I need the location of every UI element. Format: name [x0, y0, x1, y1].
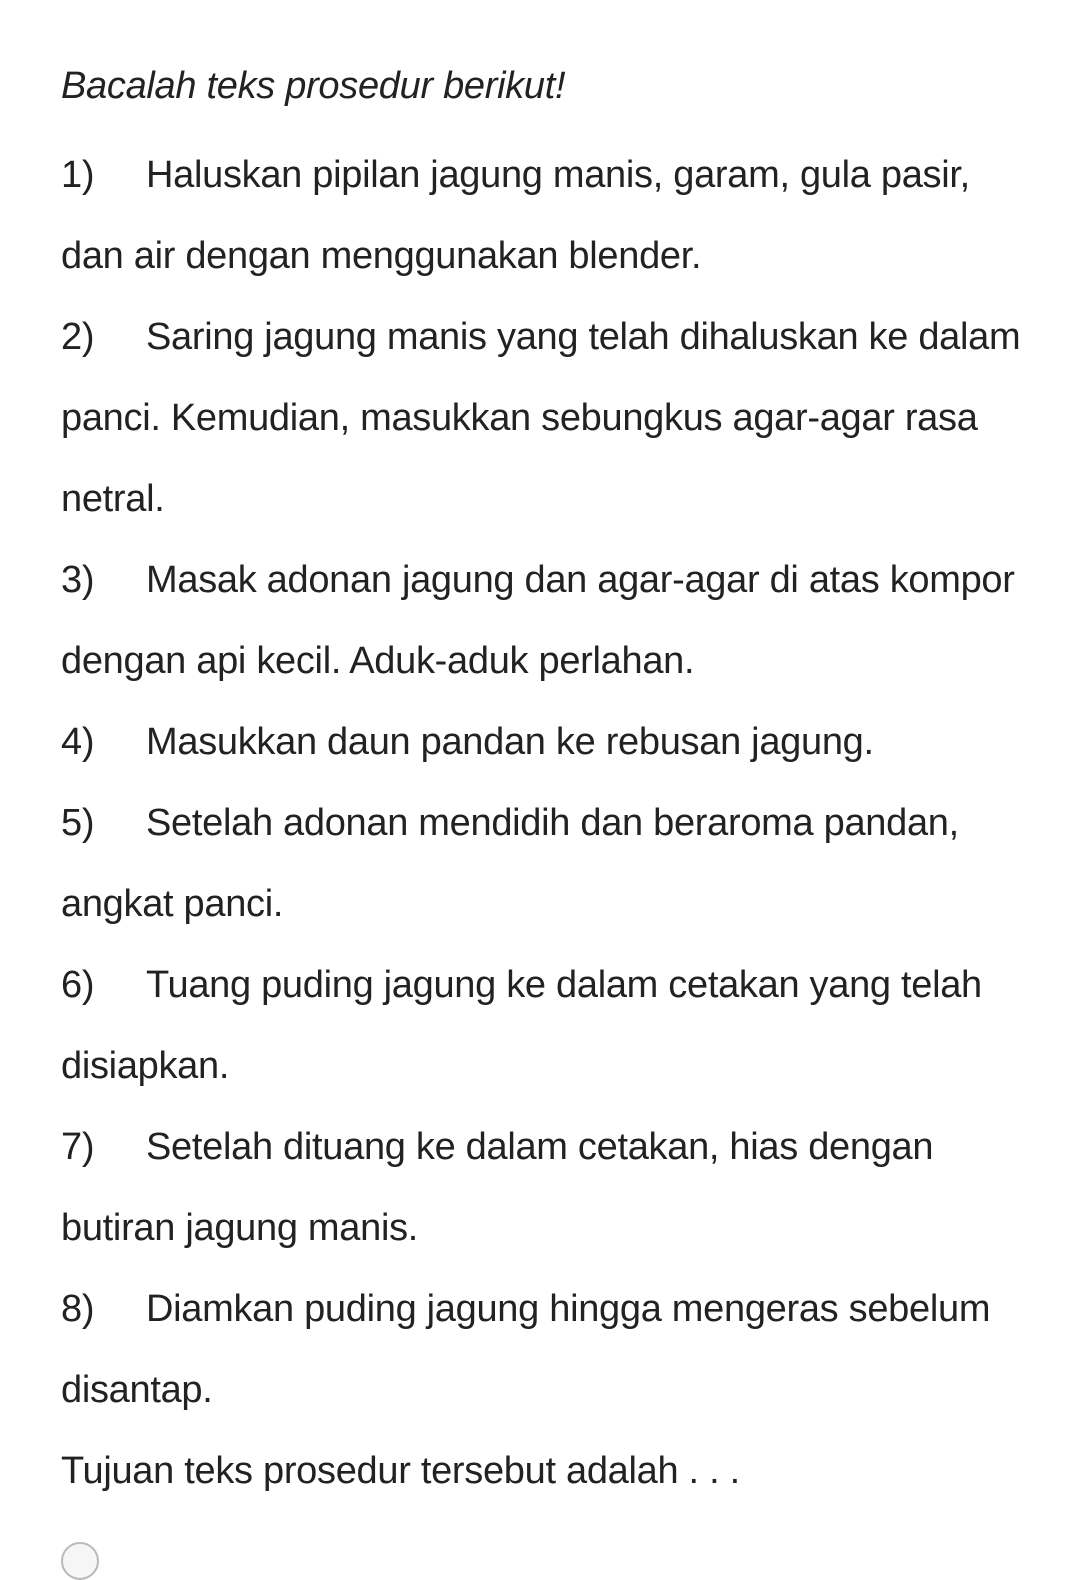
step-text: Setelah dituang ke dalam cetakan, hias dengan butiran jagung manis.	[61, 1126, 934, 1249]
step-item	[61, 1269, 1021, 1431]
step-number: 3)	[61, 559, 95, 601]
step-text: Haluskan pipilan jagung manis, garam, gula pasir, dan air dengan menggunakan blender.	[61, 154, 970, 277]
step-item	[61, 540, 1021, 702]
document-content	[61, 54, 1021, 1512]
step-item	[61, 945, 1021, 1107]
answer-option[interactable]	[61, 1542, 1021, 1580]
step-number: 2)	[61, 316, 95, 358]
instruction-text: Bacalah teks prosedur berikut!	[61, 65, 566, 107]
step-number: 4)	[61, 721, 95, 763]
step-item	[61, 783, 1021, 945]
step-number: 6)	[61, 964, 95, 1006]
step-item	[61, 135, 1021, 297]
step-item	[61, 702, 1021, 783]
step-text: Tuang puding jagung ke dalam cetakan yang telah disiapkan.	[61, 964, 982, 1087]
procedure-steps	[61, 135, 1021, 1431]
step-number: 8)	[61, 1288, 95, 1330]
step-text: Saring jagung manis yang telah dihaluskan ke dalam panci. Kemudian, masukkan sebungkus agar-agar rasa netral.	[61, 316, 1021, 520]
step-number: 1)	[61, 154, 95, 196]
question-text: Tujuan teks prosedur tersebut adalah . . .	[61, 1450, 740, 1492]
step-text: Diamkan puding jagung hingga mengeras sebelum disantap.	[61, 1288, 991, 1411]
step-item	[61, 297, 1021, 540]
step-number: 7)	[61, 1126, 95, 1168]
step-text: Setelah adonan mendidih dan beraroma pandan, angkat panci.	[61, 802, 959, 925]
step-number: 5)	[61, 802, 95, 844]
step-item	[61, 1107, 1021, 1269]
step-text: Masukkan daun pandan ke rebusan jagung.	[146, 721, 874, 763]
radio-button[interactable]	[61, 1542, 99, 1580]
step-text: Masak adonan jagung dan agar-agar di atas kompor dengan api kecil. Aduk-aduk perlahan.	[61, 559, 1015, 682]
